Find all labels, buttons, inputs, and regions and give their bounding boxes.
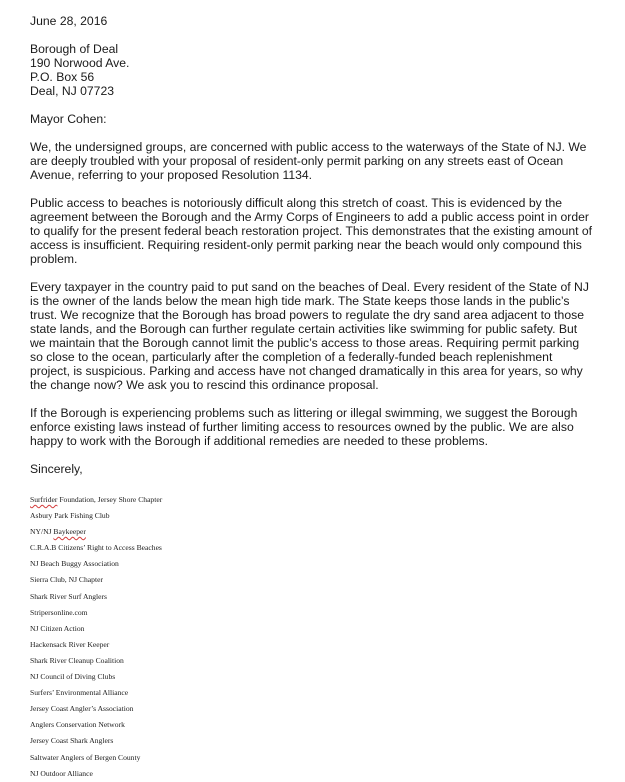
signatory: Shark River Surf Anglers — [30, 591, 107, 601]
signatory: Surfers’ Environmental Alliance — [30, 688, 129, 698]
signatory-part: Surfrider — [30, 495, 58, 504]
signatory-part: Foundation, Jersey Shore Chapter — [57, 495, 163, 504]
address-line: Borough of Deal — [30, 42, 119, 56]
signatory: C.R.A.B Citizens’ Right to Access Beaches — [30, 543, 162, 553]
body-paragraph: If the Borough is experiencing problems such as littering or illegal swimming, we suggest the Borough enforce existing laws instead of further limiting access to resources owned by the public. We are also happy to work with the Borough if additional remedies are needed to these problems. — [30, 406, 578, 448]
signatory: Hackensack River Keeper — [30, 639, 110, 649]
signatory: Stripersonline.com — [30, 607, 88, 617]
signatory — [30, 524, 595, 540]
signatory: Saltwater Anglers of Bergen County — [30, 752, 141, 762]
letter-date: June 28, 2016 — [30, 14, 108, 28]
signatory-list — [30, 492, 595, 782]
signatory: Anglers Conservation Network — [30, 720, 125, 730]
signatory: Asbury Park Fishing Club — [30, 511, 110, 521]
address-line: P.O. Box 56 — [30, 70, 95, 84]
signatory: Jersey Coast Shark Anglers — [30, 736, 114, 746]
signatory: NJ Outdoor Alliance — [30, 768, 93, 778]
signatory: Shark River Cleanup Coalition — [30, 655, 124, 665]
signatory: NJ Citizen Action — [30, 623, 85, 633]
signatory: NJ Council of Diving Clubs — [30, 672, 116, 682]
letter-page — [30, 14, 595, 782]
closing: Sincerely, — [30, 462, 83, 476]
address-line: 190 Norwood Ave. — [30, 56, 130, 70]
recipient-address — [30, 42, 595, 98]
signatory: Sierra Club, NJ Chapter — [30, 575, 103, 585]
address-line: Deal, NJ 07723 — [30, 84, 115, 98]
salutation: Mayor Cohen: — [30, 112, 107, 126]
signatory-part: Baykeeper — [53, 527, 86, 537]
signatory: NJ Beach Buggy Association — [30, 559, 119, 569]
body-paragraph: Public access to beaches is notoriously difficult along this stretch of coast. This is evidenced by the agreement between the Borough and the Army Corps of Engineers to add a public access point in order to qualify for the present federal beach restoration project. This demonstrates that the existing amount of access is insufficient. Requiring resident-only permit parking near the beach would only compound this problem. — [30, 196, 593, 266]
signatory: Jersey Coast Angler’s Association — [30, 704, 134, 714]
body-paragraph: Every taxpayer in the country paid to put sand on the beaches of Deal. Every resident of the State of NJ is the owner of the lands below the mean high tide mark. The State keeps those lands in the public’s trust. We recognize that the Borough has broad powers to regulate the dry sand area adjacent to those state lands, and the Borough can further regulate certain activities like swimming for public safety. But we maintain that the Borough cannot limit the public’s access to those areas. Requiring permit parking so close to the ocean, particularly after the completion of a federally-funded beach replenishment project, is suspicious. Parking and access have not changed dramatically in this area for years, so why the change now? We ask you to rescind this ordinance proposal. — [30, 280, 589, 392]
signatory-part: NY/NJ — [30, 527, 54, 537]
signatory — [30, 492, 595, 508]
body-paragraph: We, the undersigned groups, are concerned with public access to the waterways of the State of NJ. We are deeply troubled with your proposal of resident-only permit parking on any streets east of Ocean Avenue, referring to your proposed Resolution 1134. — [30, 140, 587, 182]
